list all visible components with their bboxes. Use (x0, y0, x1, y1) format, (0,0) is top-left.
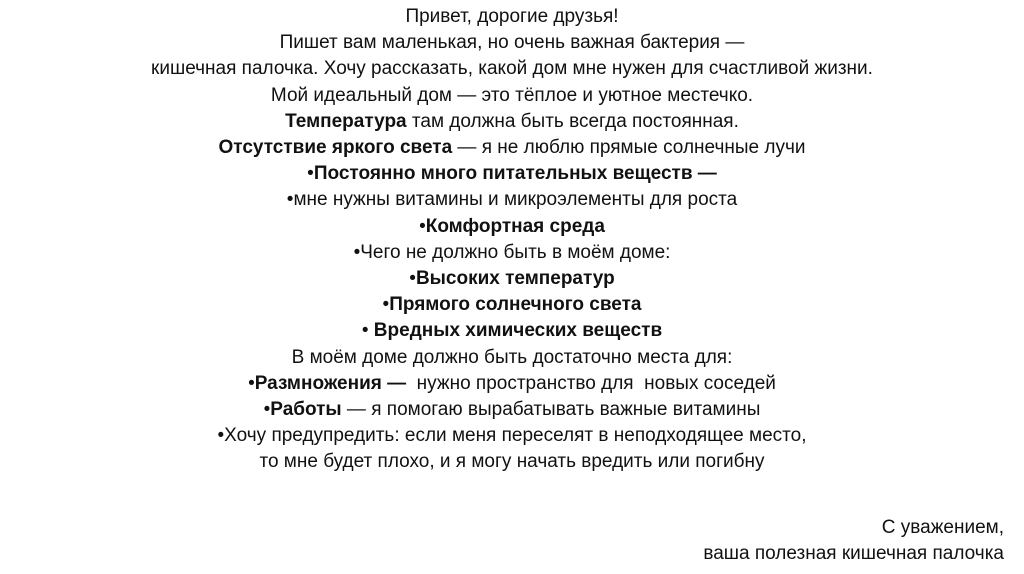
reproduction-text: нужно пространство для новых соседей (406, 372, 776, 394)
no-bright-light-term: Отсутствие яркого света (218, 137, 453, 159)
intro-line-2: кишечная палочка. Хочу рассказать, какой дом мне нужен для счастливой жизни. (151, 58, 873, 80)
bullet: • (419, 215, 426, 237)
temperature-text: там должна быть всегда постоянная. (406, 110, 739, 132)
chemicals-term: Вредных химических веществ (373, 320, 663, 342)
temperature-line (0, 109, 1024, 135)
warning-line: •Хочу предупредить: если меня переселят в неподходящее место, (217, 425, 807, 447)
greeting-line: Привет, дорогие друзья! (405, 6, 619, 27)
signature (703, 515, 1004, 567)
bullet: • (248, 372, 255, 394)
no-bright-light-line (0, 135, 1024, 161)
direct-sun-term: Прямого солнечного света (389, 294, 642, 316)
nutrients-term: Постоянно много питательных веществ — (313, 163, 717, 185)
nutrients-line (0, 161, 1024, 187)
temperature-term: Температура (285, 110, 407, 132)
reproduction-term: Размножения — (254, 372, 407, 394)
not-in-home-line: •Чего не должно быть в моём доме: (353, 241, 671, 263)
warning-line-2: то мне будет плохо, и я могу начать вредить или погибну (259, 451, 765, 473)
comfort-term: Комфортная среда (425, 215, 605, 237)
vitamins-line: •мне нужны витамины и микроэлементы для роста (286, 189, 738, 211)
ideal-home-line: Мой идеальный дом — это тёплое и уютное местечко. (270, 84, 754, 106)
high-temp-term: Высоких температур (415, 268, 615, 290)
bullet: • (361, 320, 374, 342)
no-bright-light-text: — я не люблю прямые солнечные лучи (452, 137, 806, 159)
intro-line: Пишет вам маленькая, но очень важная бактерия — (279, 32, 745, 54)
bullet: • (409, 268, 416, 290)
comfort-line (0, 214, 1024, 240)
high-temp-line (0, 266, 1024, 292)
signature-closing: С уважением, (881, 517, 1004, 538)
chemicals-line (0, 318, 1024, 344)
bullet: • (382, 294, 390, 316)
work-term: Работы (270, 399, 342, 421)
direct-sun-line (0, 292, 1024, 318)
reproduction-line (0, 371, 1024, 397)
work-text: — я помогаю вырабатывать важные витамины (341, 399, 761, 421)
signature-name: ваша полезная кишечная палочка (703, 543, 1004, 564)
bullet: • (307, 163, 314, 185)
space-line: В моём доме должно быть достаточно места для: (291, 346, 733, 368)
letter-body (0, 4, 1024, 476)
work-line (0, 397, 1024, 423)
bullet: • (263, 399, 271, 421)
